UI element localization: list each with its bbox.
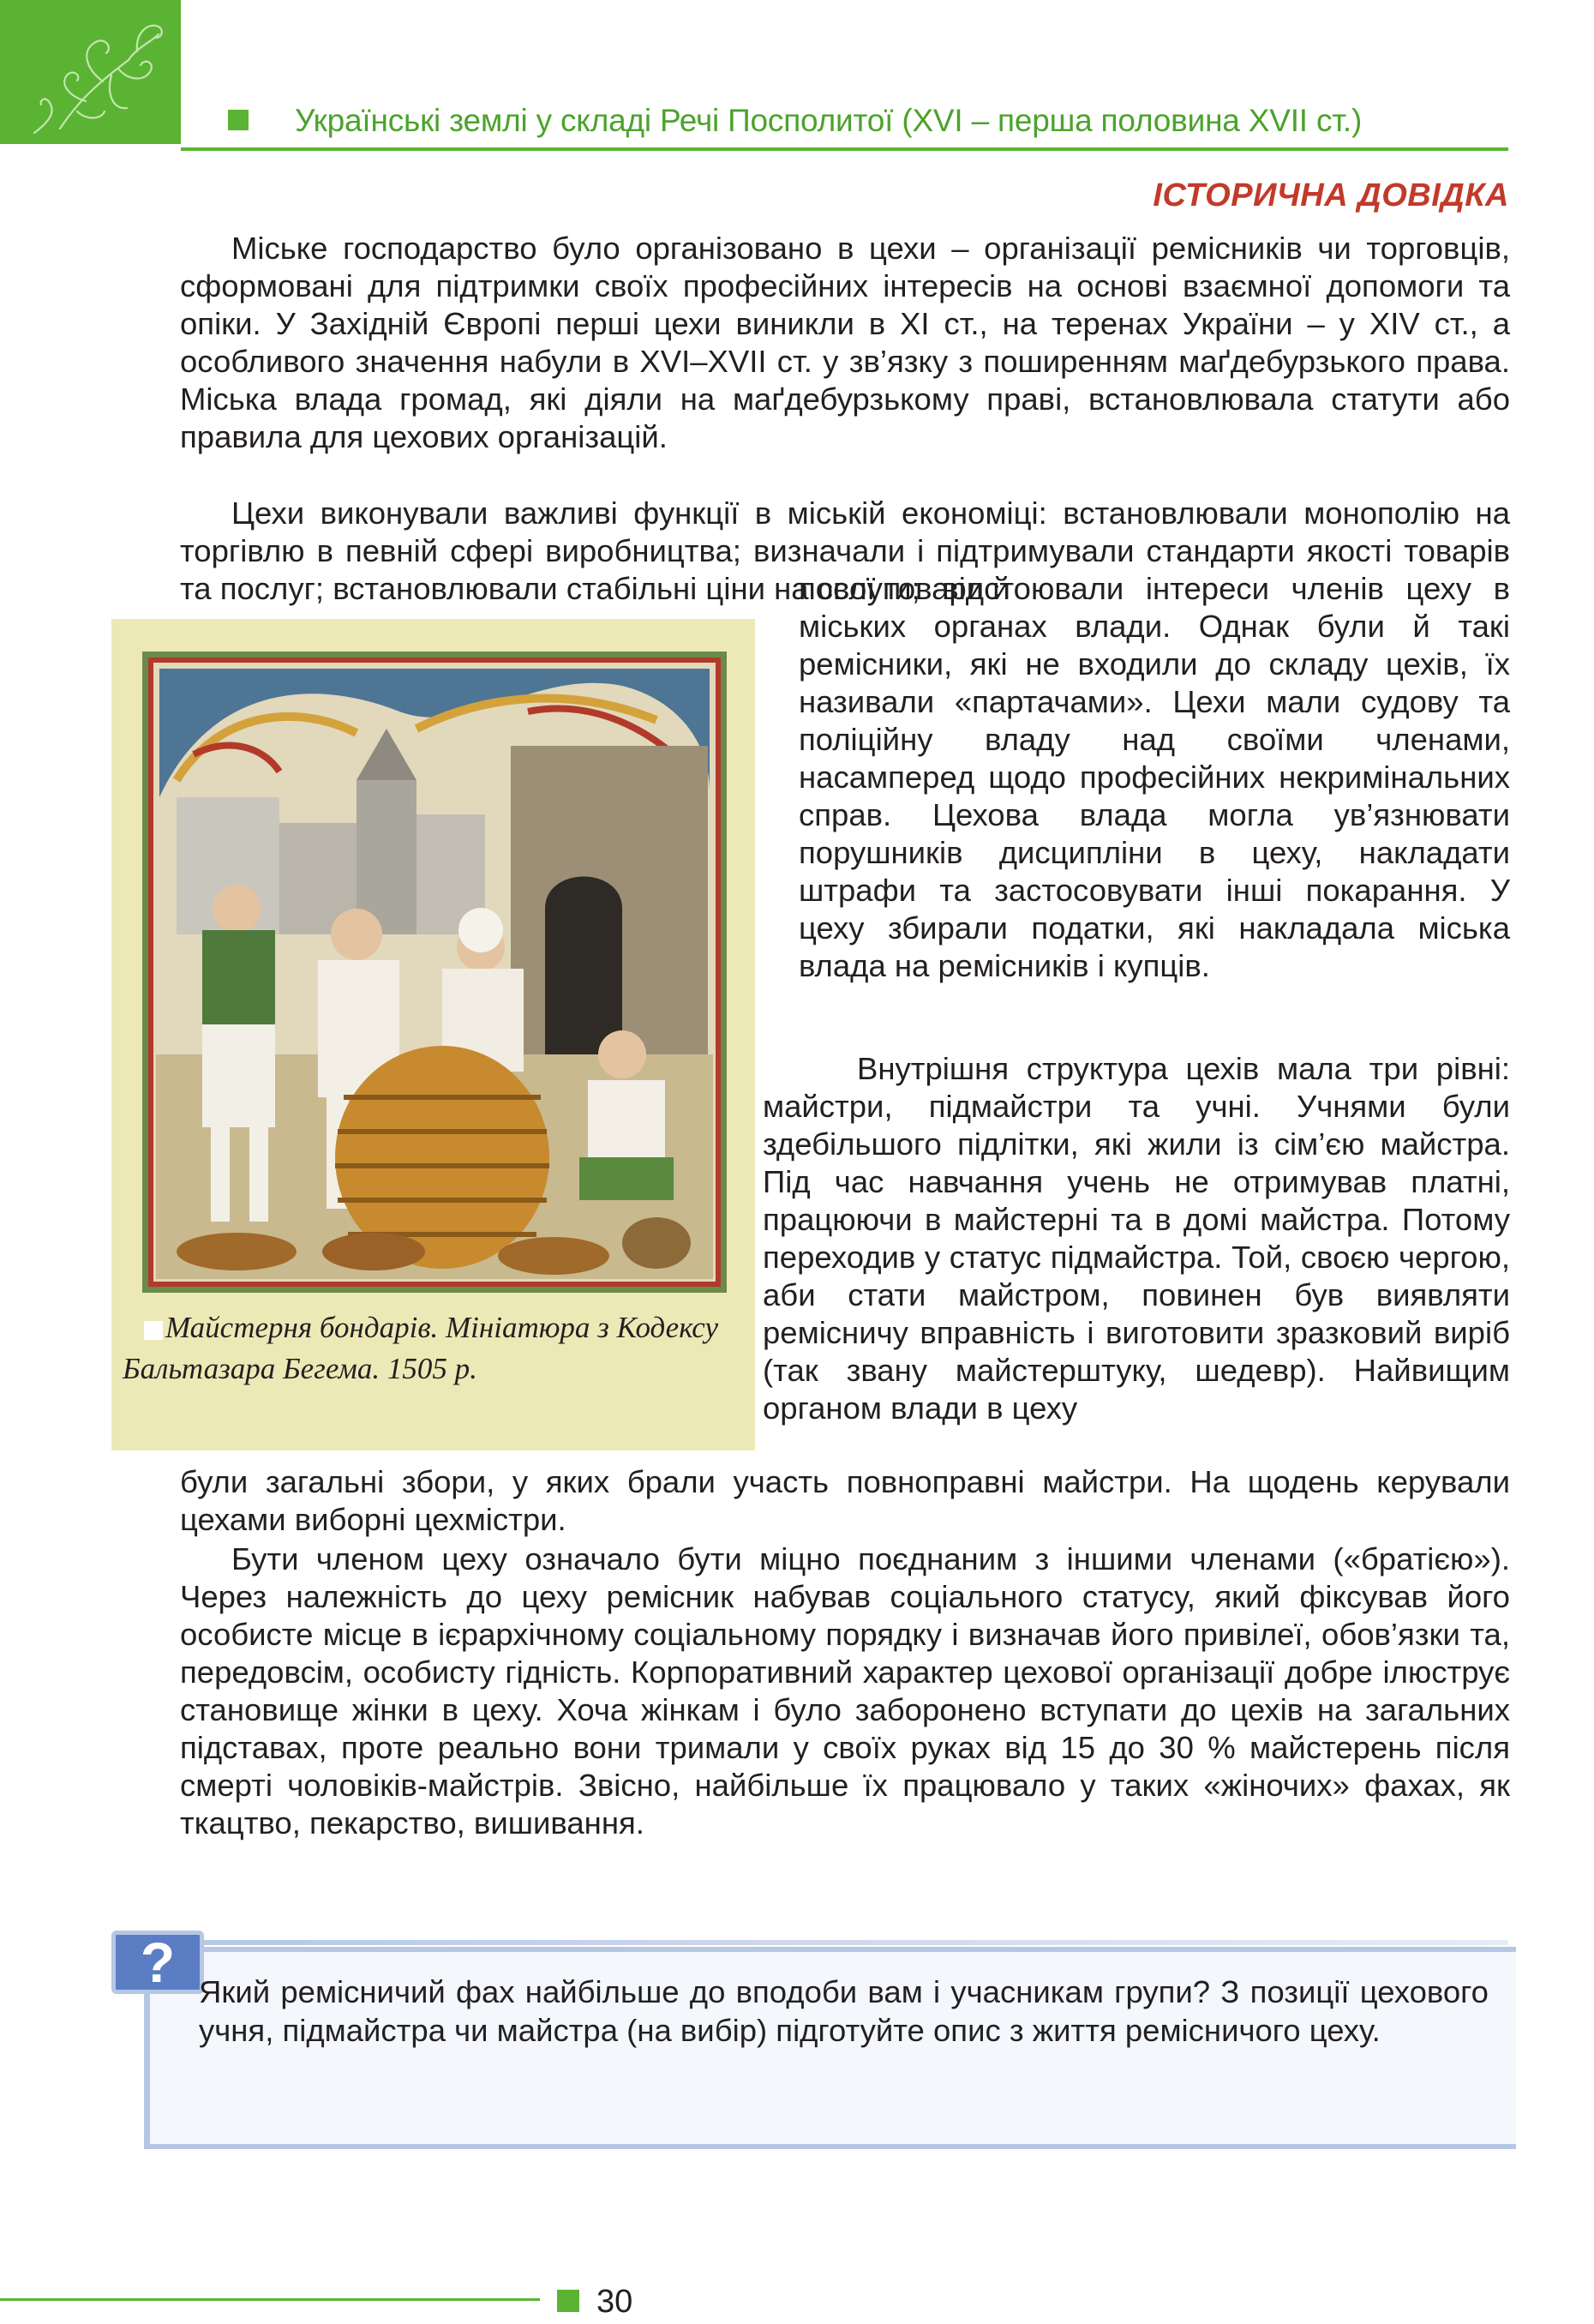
paragraph-4 xyxy=(180,1540,1510,1842)
footer-bullet-square xyxy=(557,2290,579,2312)
section-title: ІСТОРИЧНА ДОВІДКА xyxy=(1153,177,1509,213)
header-rule xyxy=(181,147,1508,151)
header-bullet-square xyxy=(228,110,249,130)
paragraph-3-side-text: Внутрішня структура цехів мала три рівні: майстри, підмайстри та учні. Учнями були здебільшого підлітки, які жили із сім’єю майстра. Під час навчання учень не отримував платні, працюючи в майстерні та в домі майстра. Потому переходив у статус підмайстра. Той, своєю чергою, аби стати майстром, повинен був виявляти ремісничу вправність і виготовити зразковий виріб (так звану майстерштуку, шедевр). Найвищим органом влади в цеху xyxy=(763,1051,1510,1426)
paragraph-1-text: Міське господарство було організовано в цехи – організації ремісників чи торговців, сформовані для підтримки своїх професійних інтересів на основі взаємної допомоги та опіки. У Західній Європі перші цехи виникли в ХІ ст., на теренах України – у XIV ст., а особливого значення набули в XVI–XVII ст. у зв’язку з поширенням маґдебурзького права. Міська влада громад, які діяли на маґдебурзькому праві, встановлювала статути або правила для цехових організацій. xyxy=(180,231,1510,454)
paragraph-2-side: послуги; відстоювали інтереси членів цеху в міських органах влади. Однак були й такі ремісники, які не входили до складу цехів, їх називали «партачами». Цехи мали судову та поліційну владу над своїми членами, насамперед щодо професійних некримінальних справ. Цехова влада могла ув’язнювати порушників дисципліни в цеху, накладати штрафи та застосовувати інші покарання. У цеху збирали податки, які накладала міська влада на ремісників і купців. xyxy=(799,571,1510,983)
footer-rule xyxy=(0,2298,540,2301)
floral-swirl-icon xyxy=(0,0,181,144)
running-header-title: Українські землі у складі Речі Посполитої (XVI – перша половина XVII ст.) xyxy=(295,103,1363,138)
question-mark-icon xyxy=(111,1931,204,1994)
paragraph-3-bottom: були загальні збори, у яких брали участь повноправні майстри. На щодень керували цехами виборні цехмістри. xyxy=(180,1464,1510,1537)
figure-caption-text: Майстерня бондарів. Мініатюра з Кодексу Бальтазара Бегема. 1505 р. xyxy=(123,1311,719,1385)
question-text: Який ремісничий фах найбільше до вподоби вам і учасникам групи? З позиції цехового учня, підмайстра чи майстра (на вибір) підготуйте опис з життя ремісничого цеху. xyxy=(199,1974,1489,2048)
question-badge-label: ? xyxy=(140,1931,176,1994)
figure-caption xyxy=(123,1307,722,1390)
paragraph-3-side xyxy=(763,1050,1510,1427)
question-box-top-rule xyxy=(149,1940,1508,1945)
paragraph-4-text: Бути членом цеху означало бути міцно поєднаним з іншими членами («братією»). Через належність до цеху ремісник набував соціального статусу, який фіксував його особисте місце в ієрархічному соціальному порядку і визначав його привілеї, обов’язки та, передовсім, особисту гідність. Корпоративний характер цехової організації добре ілюструє становище жінки в цеху. Хоча жінкам і було заборонено вступати до цехів на загальних підставах, проте реально вони тримали у своїх руках від 15 до 30 % майстерень після смерті чоловіків-майстрів. Звісно, найбільше їх працювало у таких «жіночих» фахах, як ткацтво, пекарство, вишивання. xyxy=(180,1541,1510,1841)
header-corner-ornament xyxy=(0,0,181,144)
page-number: 30 xyxy=(596,2284,633,2320)
paragraph-2-top-text: Цехи виконували важливі функції в міській економіці: встановлювали монополію на торгівлю в певній сфері виробництва; визначали і підтримували стандарти якості товарів та послуг; встановлювали стабільні ціни на свої товари й xyxy=(180,495,1510,606)
miniature-illustration xyxy=(142,652,727,1293)
coopers-workshop-miniature xyxy=(142,652,727,1293)
paragraph-1 xyxy=(180,230,1510,456)
